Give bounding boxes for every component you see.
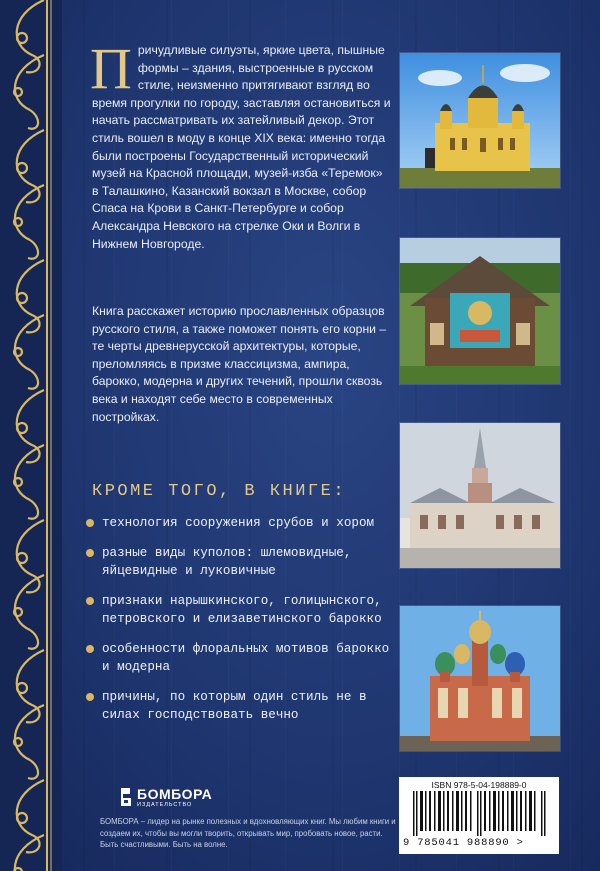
extra-heading: КРОМЕ ТОГО, В КНИГЕ: (92, 482, 347, 501)
bullet-dot-icon (86, 645, 94, 653)
list-item (82, 544, 392, 580)
second-paragraph: Книга расскажет историю прославленных образцов русского стиля, а также поможет понять его корни – те черты древнерусской архитектуры, которые, преломляясь в призме классицизма, ампира, барокко, модерна и других течений, прошли сквозь века и находят себе место в современных постройках. (92, 304, 387, 424)
publisher-name: БОМБОРА (137, 786, 213, 802)
list-item-text: разные виды куполов: шлемовидные, яйцевидные и луковичные (102, 546, 352, 578)
drop-cap: П (90, 36, 132, 101)
list-item (82, 640, 392, 676)
list-item (82, 688, 392, 724)
ornamental-border (0, 0, 62, 871)
isbn-text: ISBN 978-5-04-198889-0 (431, 780, 527, 790)
savior-on-blood-photo (399, 605, 561, 752)
bullet-dot-icon (86, 597, 94, 605)
teremok-house-photo (399, 237, 561, 385)
bombora-logo-icon (118, 786, 134, 808)
cathedral-photo (399, 52, 561, 189)
list-item (82, 514, 392, 532)
bullet-dot-icon (86, 519, 94, 527)
publisher-text: БОМБОРА – лидер на рынке полезных и вдохновляющих книг. Мы любим книги и создаем их, чтобы вы могли творить, открывать мир, пробовать новое, расти. Быть счастливыми. Быть на волне. (100, 817, 396, 849)
barcode-digits: 9 785041 988890 > (403, 837, 524, 849)
list-item-text: причины, по которым один стиль не в силах господствовать вечно (102, 690, 367, 722)
list-item-text: технология сооружения срубов и хором (102, 516, 375, 530)
station-tower-photo (399, 422, 561, 569)
intro-text: ричудливые силуэты, яркие цвета, пышные формы – здания, выстроенные в русском стиле, неизменно притягивают взгляд во время прогулки по городу, заставляя остановиться и начать рассматривать их затейливый декор. Этот стиль вошел в моду в конце XIX века: именно тогда были построены Государственный исторический музей на Красной площади, музей-изба «Теремок» в Талашкино, Казанский вокзал в Москве, собор Спаса на Крови в Санкт-Петербурге и собор Александра Невского на стрелке Оки и Волги в Нижнем Новгороде. (92, 43, 391, 251)
bullet-dot-icon (86, 549, 94, 557)
extra-list (82, 514, 392, 736)
list-item (82, 592, 392, 628)
list-item-text: признаки нарышкинского, голицынского, петровского и елизаветинского барокко (102, 594, 382, 626)
publisher-subtitle: ИЗДАТЕЛЬСТВО (137, 802, 193, 808)
list-item-text: особенности флоральных мотивов барокко и модерна (102, 642, 390, 674)
barcode-icon (413, 791, 547, 836)
barcode-box (399, 777, 559, 854)
intro-paragraph (90, 36, 392, 253)
bullet-dot-icon (86, 693, 94, 701)
